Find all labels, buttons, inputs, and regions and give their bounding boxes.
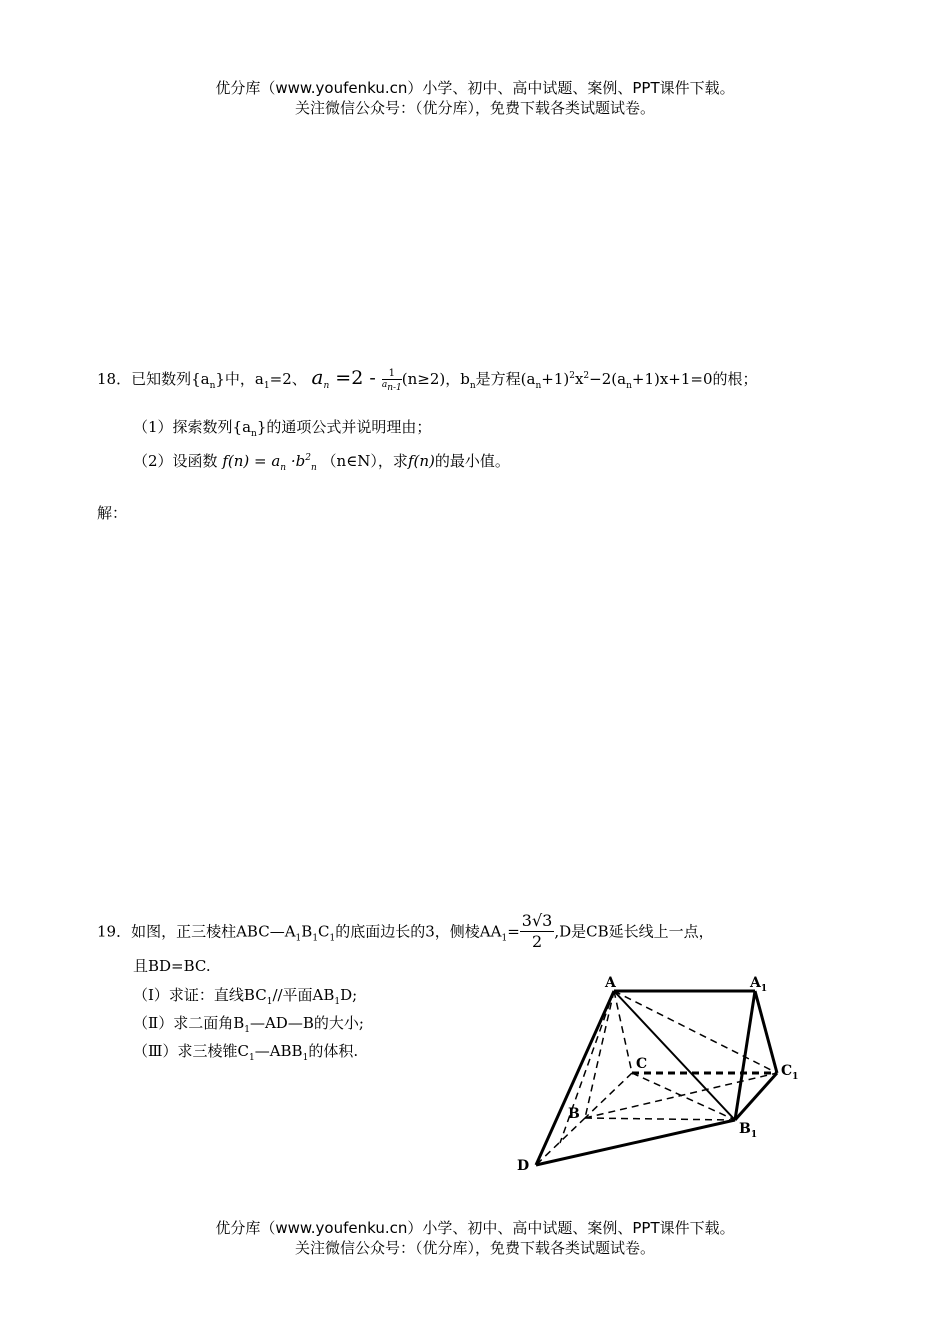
q19-condition: 且BD=BC. bbox=[133, 957, 211, 975]
header-line-2: 关注微信公众号：（优分库），免费下载各类试题试卷。 bbox=[294, 99, 655, 117]
q19-part-3: （Ⅲ）求三棱锥$C_1—ABB_1$的体积. bbox=[133, 1042, 359, 1063]
prism-figure bbox=[505, 965, 815, 1175]
label-C1: $C_1$ bbox=[781, 1063, 799, 1082]
q18-function-formula: $f(n) = a_n \cdot b^2_n$ bbox=[222, 452, 317, 473]
edge-C-B1 bbox=[632, 1073, 735, 1120]
q18-number: 18． bbox=[97, 370, 132, 388]
edge-A-C bbox=[614, 991, 632, 1073]
label-A: A bbox=[605, 975, 616, 991]
label-C: C bbox=[636, 1056, 648, 1072]
header-line-1: 优分库（www.youfenku.cn）小学、初中、高中试题、案例、PPT课件下载。 bbox=[215, 79, 735, 97]
page-footer bbox=[0, 1218, 950, 1258]
q18-recurrence-formula: $a_n =2$ - $\frac{1}{a_{n-1}}$ bbox=[311, 365, 402, 393]
edge-A-B1 bbox=[614, 991, 735, 1120]
q18-fraction: $\frac{1}{a_{n-1}}$ bbox=[381, 367, 402, 393]
q18-answer-label: 解： bbox=[97, 504, 128, 522]
label-B1: $B_1$ bbox=[739, 1121, 758, 1140]
edge-A-D bbox=[536, 991, 614, 1165]
q19-stem: 19．如图，正三棱柱$ABC—A_1B_1C_1$的底面边长的3，侧棱$AA_1=$ $\frac{3√3}{2}$ ,D是CB延长线上一点， bbox=[97, 911, 714, 951]
label-A1: $A_1$ bbox=[750, 975, 768, 994]
q18-part-1: （1）探索数列$\{a_n\}$的通项公式并说明理由； bbox=[133, 418, 432, 439]
label-D: D bbox=[517, 1158, 530, 1174]
footer-line-1: 优分库（www.youfenku.cn）小学、初中、高中试题、案例、PPT课件下载。 bbox=[215, 1219, 735, 1237]
footer-line-2: 关注微信公众号：（优分库），免费下载各类试题试卷。 bbox=[294, 1239, 655, 1257]
edge-A1-C1 bbox=[755, 991, 777, 1073]
label-B: B bbox=[568, 1106, 580, 1122]
q19-edge-fraction: $\frac{3√3}{2}$ bbox=[521, 911, 553, 951]
q19-number: 19． bbox=[97, 922, 132, 941]
edge-C-B bbox=[585, 1073, 632, 1118]
q19-part-2: （Ⅱ）求二面角$B_1—AD—B$的大小; bbox=[133, 1014, 364, 1035]
q18-stem: 18．已知数列$\{a_n\}$中，$a_1=2$、 $a_n =2$ - $\frac{1}{a_{n-1}}$ (n≥2)，$b_n$是方程$(a_n+1)^2x^2-2(a_n+1)x+1=0$的根； bbox=[97, 365, 758, 393]
edge-B-B1 bbox=[585, 1118, 735, 1120]
edge-A-B bbox=[585, 991, 614, 1118]
q18-part-2: （2）设函数 $f(n) = a_n \cdot b^2_n$ （n∈N），求f(n)的最小值。 bbox=[133, 452, 510, 473]
q19-part-1: （Ⅰ）求证：直线$BC_1//$平面$AB_1D$; bbox=[133, 986, 358, 1007]
page-header bbox=[0, 78, 950, 118]
